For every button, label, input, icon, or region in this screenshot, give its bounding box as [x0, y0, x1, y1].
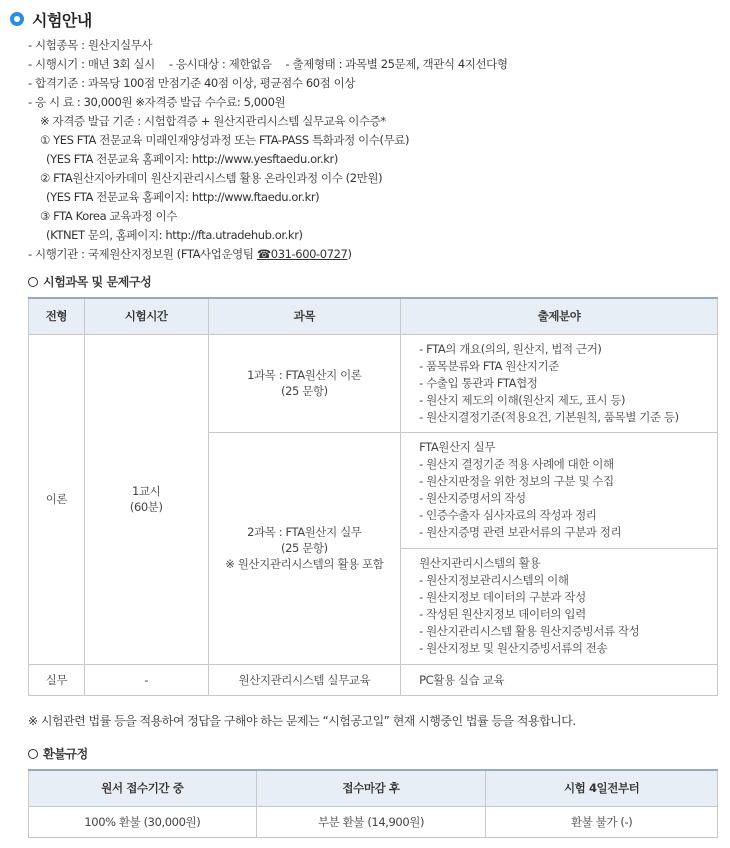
refund-full: 100% 환불 (30,000원): [29, 806, 257, 837]
subject-1-count: (25 문항): [280, 384, 328, 398]
list-item: - 원산지정보 및 원산지증빙서류의 전송: [419, 641, 608, 655]
info-line-option3-site: (KTNET 문의, 홈페이지: http://fta.utradehub.or.kr): [46, 228, 303, 242]
info-line-option3: ③ FTA Korea 교육과정 이수: [40, 209, 177, 223]
list-item: - 품목분류와 FTA 원산지기준: [419, 358, 559, 373]
info-line-cert-criteria: ※ 자격증 발급 기준 : 시험합격증 + 원산지관리시스템 실무교육 이수증*: [40, 114, 386, 128]
table-row: [29, 334, 718, 432]
list-item: FTA원산지 실무: [419, 440, 496, 454]
header-field: 출제분야: [401, 298, 718, 334]
page-title: 시험안내: [32, 10, 92, 30]
exam-info-list: [28, 36, 718, 264]
list-item: 원산지관리시스템의 활용: [419, 556, 541, 570]
info-line-organizer: [28, 245, 718, 264]
refund-section-title: 환불규정: [43, 747, 88, 761]
page-heading: [10, 8, 92, 30]
list-item: - 작성된 원산지정보 데이터의 입력: [419, 607, 586, 621]
list-item: - 원산지 제도의 이해(원산지 제도, 표시 등): [419, 392, 626, 407]
refund-header-4days: 시험 4일전부터: [486, 770, 718, 806]
field-practice: PC활용 실습 교육: [401, 664, 718, 695]
list-item: - 수출입 통관과 FTA협정: [419, 375, 538, 390]
refund-partial: 부분 환불 (14,900원): [256, 806, 486, 837]
info-organizer: - 시행기관 : 국제원산지정보원 (FTA사업운영팀: [28, 247, 257, 261]
info-line-fee: - 응 시 료 : 30,000원 ※자격증 발급 수수료: 5,000원: [28, 95, 286, 109]
subject-practice: 원산지관리시스템 실무교육: [208, 664, 401, 695]
refund-header-after: 접수마감 후: [256, 770, 486, 806]
list-item: - 원산지결정기준(적용요건, 기본원칙, 품목별 기준 등): [419, 409, 679, 424]
time-duration: (60분): [129, 500, 163, 514]
exam-section-title: 시험과목 및 문제구성: [43, 275, 152, 289]
info-line-schedule: [28, 55, 718, 74]
refund-table: [28, 769, 718, 838]
table-row: [29, 806, 718, 837]
header-type: 전형: [29, 298, 85, 334]
field-2: [401, 432, 718, 548]
info-schedule: - 시행시기 : 매년 3회 실시: [28, 57, 155, 71]
circle-bullet-icon: [28, 749, 38, 759]
info-line-option2-site: (YES FTA 전문교육 홈페이지: http://www.ftaedu.or.kr): [46, 190, 320, 204]
subject-2: [208, 432, 401, 664]
list-item: - 원산지정보 데이터의 구분과 작성: [419, 590, 586, 604]
header-time: 시험시간: [84, 298, 208, 334]
circle-bullet-icon: [28, 277, 38, 287]
bullet-dot-icon: [10, 12, 24, 26]
exam-section-heading: [28, 273, 151, 291]
refund-none: 환불 불가 (-): [486, 806, 718, 837]
header-subject: 과목: [208, 298, 401, 334]
subject-1: [208, 334, 401, 432]
type-theory: 이론: [29, 334, 85, 664]
table-header-row: [29, 298, 718, 334]
time-period: 1교시: [132, 484, 161, 498]
type-practice: 실무: [29, 664, 85, 695]
list-item: - 원산지판정을 위한 정보의 구분 및 수집: [419, 474, 614, 488]
info-format: - 출제형태 : 과목별 25문제, 객관식 4지선다형: [285, 57, 508, 71]
refund-section-heading: [28, 745, 88, 763]
info-organizer-close: ): [347, 247, 352, 261]
field-1: [401, 334, 718, 432]
list-item: - 원산지정보관리시스템의 이해: [419, 573, 569, 587]
info-line-option1-site: (YES FTA 전문교육 홈페이지: http://www.yesftaedu.or.kr): [46, 152, 338, 166]
subject-2-count: (25 문항): [280, 541, 328, 555]
refund-header-during: 원서 접수기간 중: [29, 770, 257, 806]
info-line-subject: - 시험종목 : 원산지실무사: [28, 38, 153, 52]
info-line-option2: ② FTA원산지아카데미 원산지관리시스템 활용 온라인과정 이수 (2만원): [40, 171, 383, 185]
law-notice: ※ 시험관련 법률 등을 적용하여 정답을 구해야 하는 문제는 “시험공고일” 현재 시행중인 법률 등을 적용합니다.: [28, 714, 576, 728]
phone-link[interactable]: ☎031-600-0727: [256, 247, 348, 261]
info-eligibility: - 응시대상 : 제한없음: [168, 57, 272, 71]
list-item: - 원산지증명 관련 보관서류의 구분과 정리: [419, 525, 622, 539]
table-header-row: [29, 770, 718, 806]
list-item: - 원산지 결정기준 적용 사례에 대한 이해: [419, 457, 614, 471]
info-line-pass: - 합격기준 : 과목당 100점 만점기준 40점 이상, 평균점수 60점 이상: [28, 76, 356, 90]
list-item: - 인증수출자 심사자료의 작성과 정리: [419, 508, 597, 522]
subject-2-note: ※ 원산지관리시스템의 활용 포함: [225, 557, 384, 571]
subject-1-name: 1과목 : FTA원산지 이론: [247, 368, 362, 382]
list-item: - FTA의 개요(의의, 원산지, 법적 근거): [419, 341, 602, 356]
list-item: - 원산지증명서의 작성: [419, 491, 526, 505]
field-3: [401, 548, 718, 664]
time-practice: -: [84, 664, 208, 695]
table-row: [29, 664, 718, 695]
info-line-option1: ① YES FTA 전문교육 미래인재양성과정 또는 FTA-PASS 특화과정 이수(무료): [40, 133, 410, 147]
list-item: - 원산지관리시스템 활용 원산지증빙서류 작성: [419, 624, 640, 638]
exam-structure-table: [28, 297, 718, 696]
time-theory: [84, 334, 208, 664]
subject-2-name: 2과목 : FTA원산지 실무: [247, 525, 362, 539]
